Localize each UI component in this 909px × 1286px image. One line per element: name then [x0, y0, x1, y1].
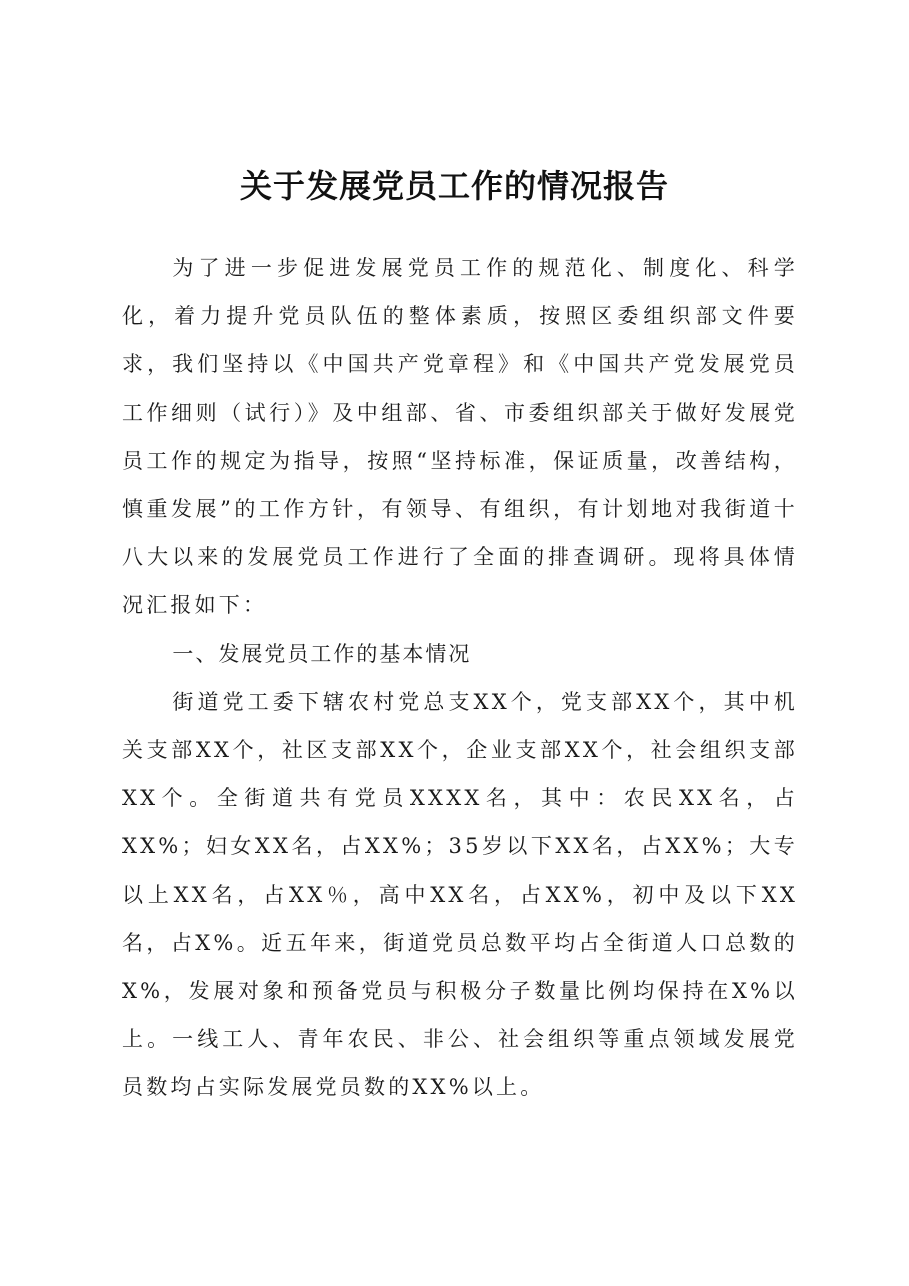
- basic-situation-paragraph: 街道党工委下辖农村党总支XX个，党支部XX个，其中机关支部XX个，社区支部XX个，企业支部XX个，社会组织支部XX个。全街道共有党员XXXX名，其中：农民XX名，占XX%；妇女XX名，占XX%；35岁以下XX名，占XX%；大专以上XX名，占XX％，高中XX名，占XX%，初中及以下XX名，占X%。近五年来，街道党员总数平均占全街道人口总数的X%，发展对象和预备党员与积极分子数量比例均保持在X%以上。一线工人、青年农民、非公、社会组织等重点领域发展党员数均占实际发展党员数的XX%以上。: [122, 689, 798, 1100]
- document-title: 关于发展党员工作的情况报告: [239, 167, 669, 205]
- document-body: [122, 244, 798, 1112]
- section-heading: 一、发展党员工作的基本情况: [172, 641, 472, 666]
- intro-paragraph: 为了进一步促进发展党员工作的规范化、制度化、科学化，着力提升党员队伍的整体素质，按照区委组织部文件要求，我们坚持以《中国共产党章程》和《中国共产党发展党员工作细则（试行）》及中组部、省、市委组织部关于做好发展党员工作的规定为指导，按照“坚持标准，保证质量，改善结构，慎重发展”的工作方针，有领导、有组织，有计划地对我街道十八大以来的发展党员工作进行了全面的排查调研。现将具体情况汇报如下：: [122, 256, 798, 618]
